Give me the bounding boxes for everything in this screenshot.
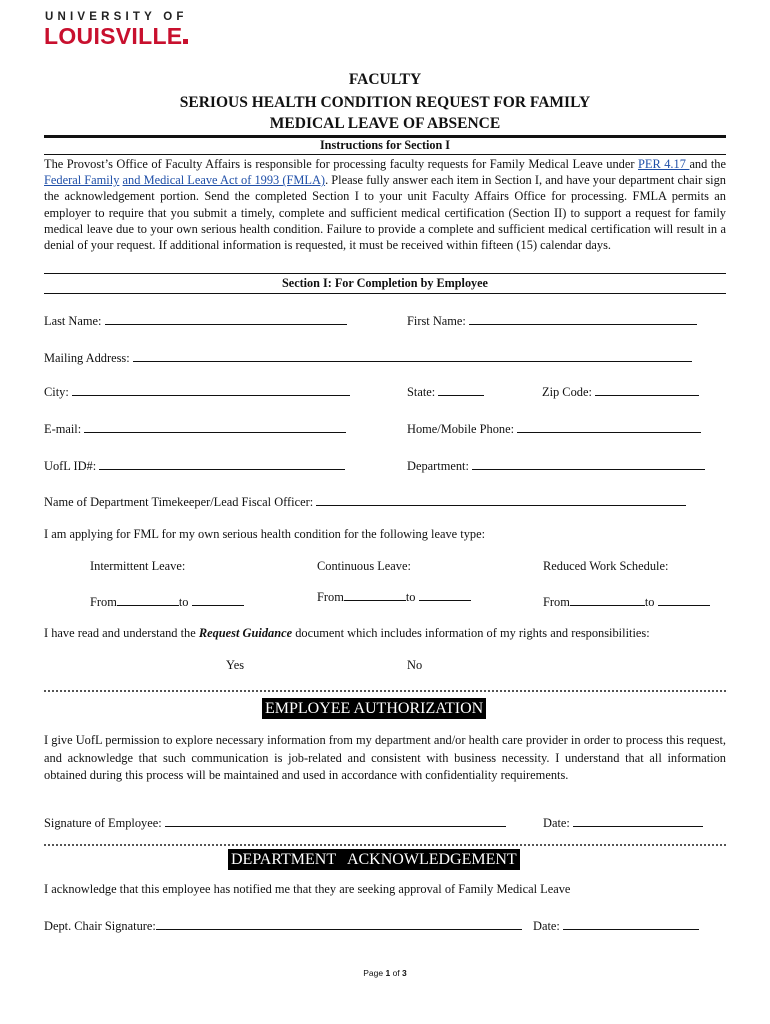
zip-line[interactable] bbox=[595, 383, 699, 396]
page-total: 3 bbox=[402, 968, 407, 978]
continuous-to-line[interactable] bbox=[419, 588, 471, 601]
request-guidance-emphasis: Request Guidance bbox=[198, 626, 293, 640]
chair-date-label: Date: bbox=[533, 919, 560, 933]
rule-instructions bbox=[44, 154, 726, 155]
page-number bbox=[0, 968, 770, 978]
employee-signature-label: Signature of Employee: bbox=[44, 816, 162, 830]
chair-signature-label: Dept. Chair Signature: bbox=[44, 919, 156, 933]
title-line-3: MEDICAL LEAVE OF ABSENCE bbox=[269, 115, 501, 132]
instructions-text bbox=[44, 156, 726, 253]
city-label: City: bbox=[44, 385, 69, 399]
uofl-id-line[interactable] bbox=[99, 457, 345, 470]
intermittent-to-line[interactable] bbox=[192, 593, 244, 606]
chair-date-field[interactable] bbox=[533, 917, 699, 934]
first-name-label: First Name: bbox=[407, 314, 466, 328]
zip-field[interactable] bbox=[542, 383, 699, 400]
logo-louisville-text: LOUISVILLE bbox=[44, 23, 183, 49]
employee-signature-field[interactable] bbox=[44, 814, 506, 831]
intermittent-leave-label: Intermittent Leave: bbox=[90, 559, 186, 573]
first-name-line[interactable] bbox=[469, 312, 697, 325]
continuous-from-line[interactable] bbox=[344, 588, 406, 601]
page-word: Page bbox=[363, 968, 386, 978]
employee-date-label: Date: bbox=[543, 816, 570, 830]
email-label: E-mail: bbox=[44, 422, 82, 436]
page-current: 1 bbox=[385, 968, 391, 978]
zip-label: Zip Code: bbox=[542, 385, 592, 399]
phone-label: Home/Mobile Phone: bbox=[407, 422, 515, 436]
no-option[interactable]: No bbox=[407, 658, 423, 672]
per-4-17-link[interactable]: PER 4.17 bbox=[638, 157, 690, 171]
department-acknowledgement-banner: DEPARTMENT ACKNOWLEDGEMENT bbox=[228, 849, 520, 870]
applying-text: I am applying for FML for my own serious health condition for the following leave type: bbox=[44, 527, 486, 541]
guidance-pre: I have read and understand the bbox=[44, 626, 199, 640]
department-label: Department: bbox=[407, 459, 469, 473]
phone-field[interactable] bbox=[407, 420, 701, 437]
continuous-from-label: From bbox=[317, 590, 344, 604]
logo-university-of: UNIVERSITY OF bbox=[45, 11, 188, 23]
authorization-text: I give UofL permission to explore necessary information from my department and/or health care provider in order to process this request, and acknowledge that such communication is job-related and consistent with business necessity. I understand that all information obtained during this process will be maintained and used in accordance with confidentiality requirements. bbox=[44, 733, 726, 783]
chair-signature-line[interactable] bbox=[156, 917, 522, 930]
employee-signature-line[interactable] bbox=[165, 814, 506, 827]
instructions-text-start: The Provost’s Office of Faculty Affairs is responsible for processing faculty requests for Family Medical Leave under bbox=[44, 157, 638, 171]
fmla-link-part2[interactable]: and Medical Leave Act of 1993 (FMLA) bbox=[122, 173, 326, 188]
timekeeper-line[interactable] bbox=[316, 493, 686, 506]
rule-section1-bottom bbox=[44, 293, 726, 294]
city-field[interactable] bbox=[44, 383, 350, 400]
intermittent-to-label: to bbox=[178, 595, 189, 609]
title-line-1: FACULTY bbox=[348, 71, 422, 88]
employee-date-line[interactable] bbox=[573, 814, 703, 827]
mailing-address-line[interactable] bbox=[133, 349, 692, 362]
instructions-heading: Instructions for Section I bbox=[319, 138, 451, 152]
first-name-field[interactable] bbox=[407, 312, 697, 329]
title-line-2: SERIOUS HEALTH CONDITION REQUEST FOR FAMILY bbox=[179, 94, 591, 111]
reduced-dates[interactable] bbox=[543, 593, 710, 610]
reduced-schedule-label: Reduced Work Schedule: bbox=[543, 559, 669, 573]
mailing-address-field[interactable] bbox=[44, 349, 692, 366]
email-line[interactable] bbox=[84, 420, 346, 433]
mailing-address-label: Mailing Address: bbox=[44, 351, 130, 365]
phone-line[interactable] bbox=[517, 420, 701, 433]
reduced-from-label: From bbox=[543, 595, 570, 609]
instructions-text-mid: and the bbox=[689, 157, 726, 171]
timekeeper-field[interactable] bbox=[44, 493, 686, 510]
logo-dot bbox=[183, 39, 188, 44]
uofl-id-field[interactable] bbox=[44, 457, 345, 474]
continuous-dates[interactable] bbox=[317, 588, 471, 605]
fmla-link-part1[interactable]: Federal Family bbox=[44, 173, 120, 188]
state-line[interactable] bbox=[438, 383, 484, 396]
rule-section1-top bbox=[44, 273, 726, 274]
continuous-leave-label: Continuous Leave: bbox=[317, 559, 411, 573]
reduced-to-line[interactable] bbox=[658, 593, 710, 606]
instructions-text-end: . Please fully answer each item in Section I, and have your department chair sign the acknowledgement portion. Send the completed Section I to your unit Faculty Affairs Office for processing. FMLA permits an employer to require that you submit a timely, complete and sufficient medical certification (Section II) to support a request for family medical leave due to your own serious health condition. Failure to provide a complete and sufficient medical certification will result in a denial of your request. If additional information is requested, it must be received within fifteen (15) calendar days. bbox=[44, 173, 726, 253]
timekeeper-label: Name of Department Timekeeper/Lead Fiscal Officer: bbox=[44, 495, 314, 509]
yes-option[interactable]: Yes bbox=[226, 658, 245, 672]
continuous-to-label: to bbox=[405, 590, 416, 604]
department-field[interactable] bbox=[407, 457, 705, 474]
logo-louisville bbox=[44, 22, 188, 50]
chair-date-line[interactable] bbox=[563, 917, 699, 930]
state-field[interactable] bbox=[407, 383, 484, 400]
employee-authorization-banner: EMPLOYEE AUTHORIZATION bbox=[262, 698, 486, 719]
last-name-field[interactable] bbox=[44, 312, 347, 329]
email-field[interactable] bbox=[44, 420, 346, 437]
state-label: State: bbox=[407, 385, 436, 399]
acknowledgement-text: I acknowledge that this employee has notified me that they are seeking approval of Family Medical Leave bbox=[44, 882, 571, 896]
reduced-from-line[interactable] bbox=[570, 593, 645, 606]
department-line[interactable] bbox=[472, 457, 705, 470]
reduced-to-label: to bbox=[644, 595, 655, 609]
guidance-post: document which includes information of my rights and responsibilities: bbox=[292, 626, 650, 640]
last-name-label: Last Name: bbox=[44, 314, 102, 328]
intermittent-from-label: From bbox=[90, 595, 117, 609]
chair-signature-field[interactable] bbox=[44, 917, 522, 934]
city-line[interactable] bbox=[72, 383, 350, 396]
intermittent-dates[interactable] bbox=[90, 593, 244, 610]
last-name-line[interactable] bbox=[105, 312, 347, 325]
guidance-text bbox=[44, 626, 650, 641]
page-of: of bbox=[390, 968, 403, 978]
section1-heading: Section I: For Completion by Employee bbox=[282, 276, 488, 290]
intermittent-from-line[interactable] bbox=[117, 593, 179, 606]
divider-authorization bbox=[44, 690, 726, 692]
uofl-id-label: UofL ID#: bbox=[44, 459, 97, 473]
divider-acknowledgement bbox=[44, 844, 726, 846]
employee-date-field[interactable] bbox=[543, 814, 703, 831]
